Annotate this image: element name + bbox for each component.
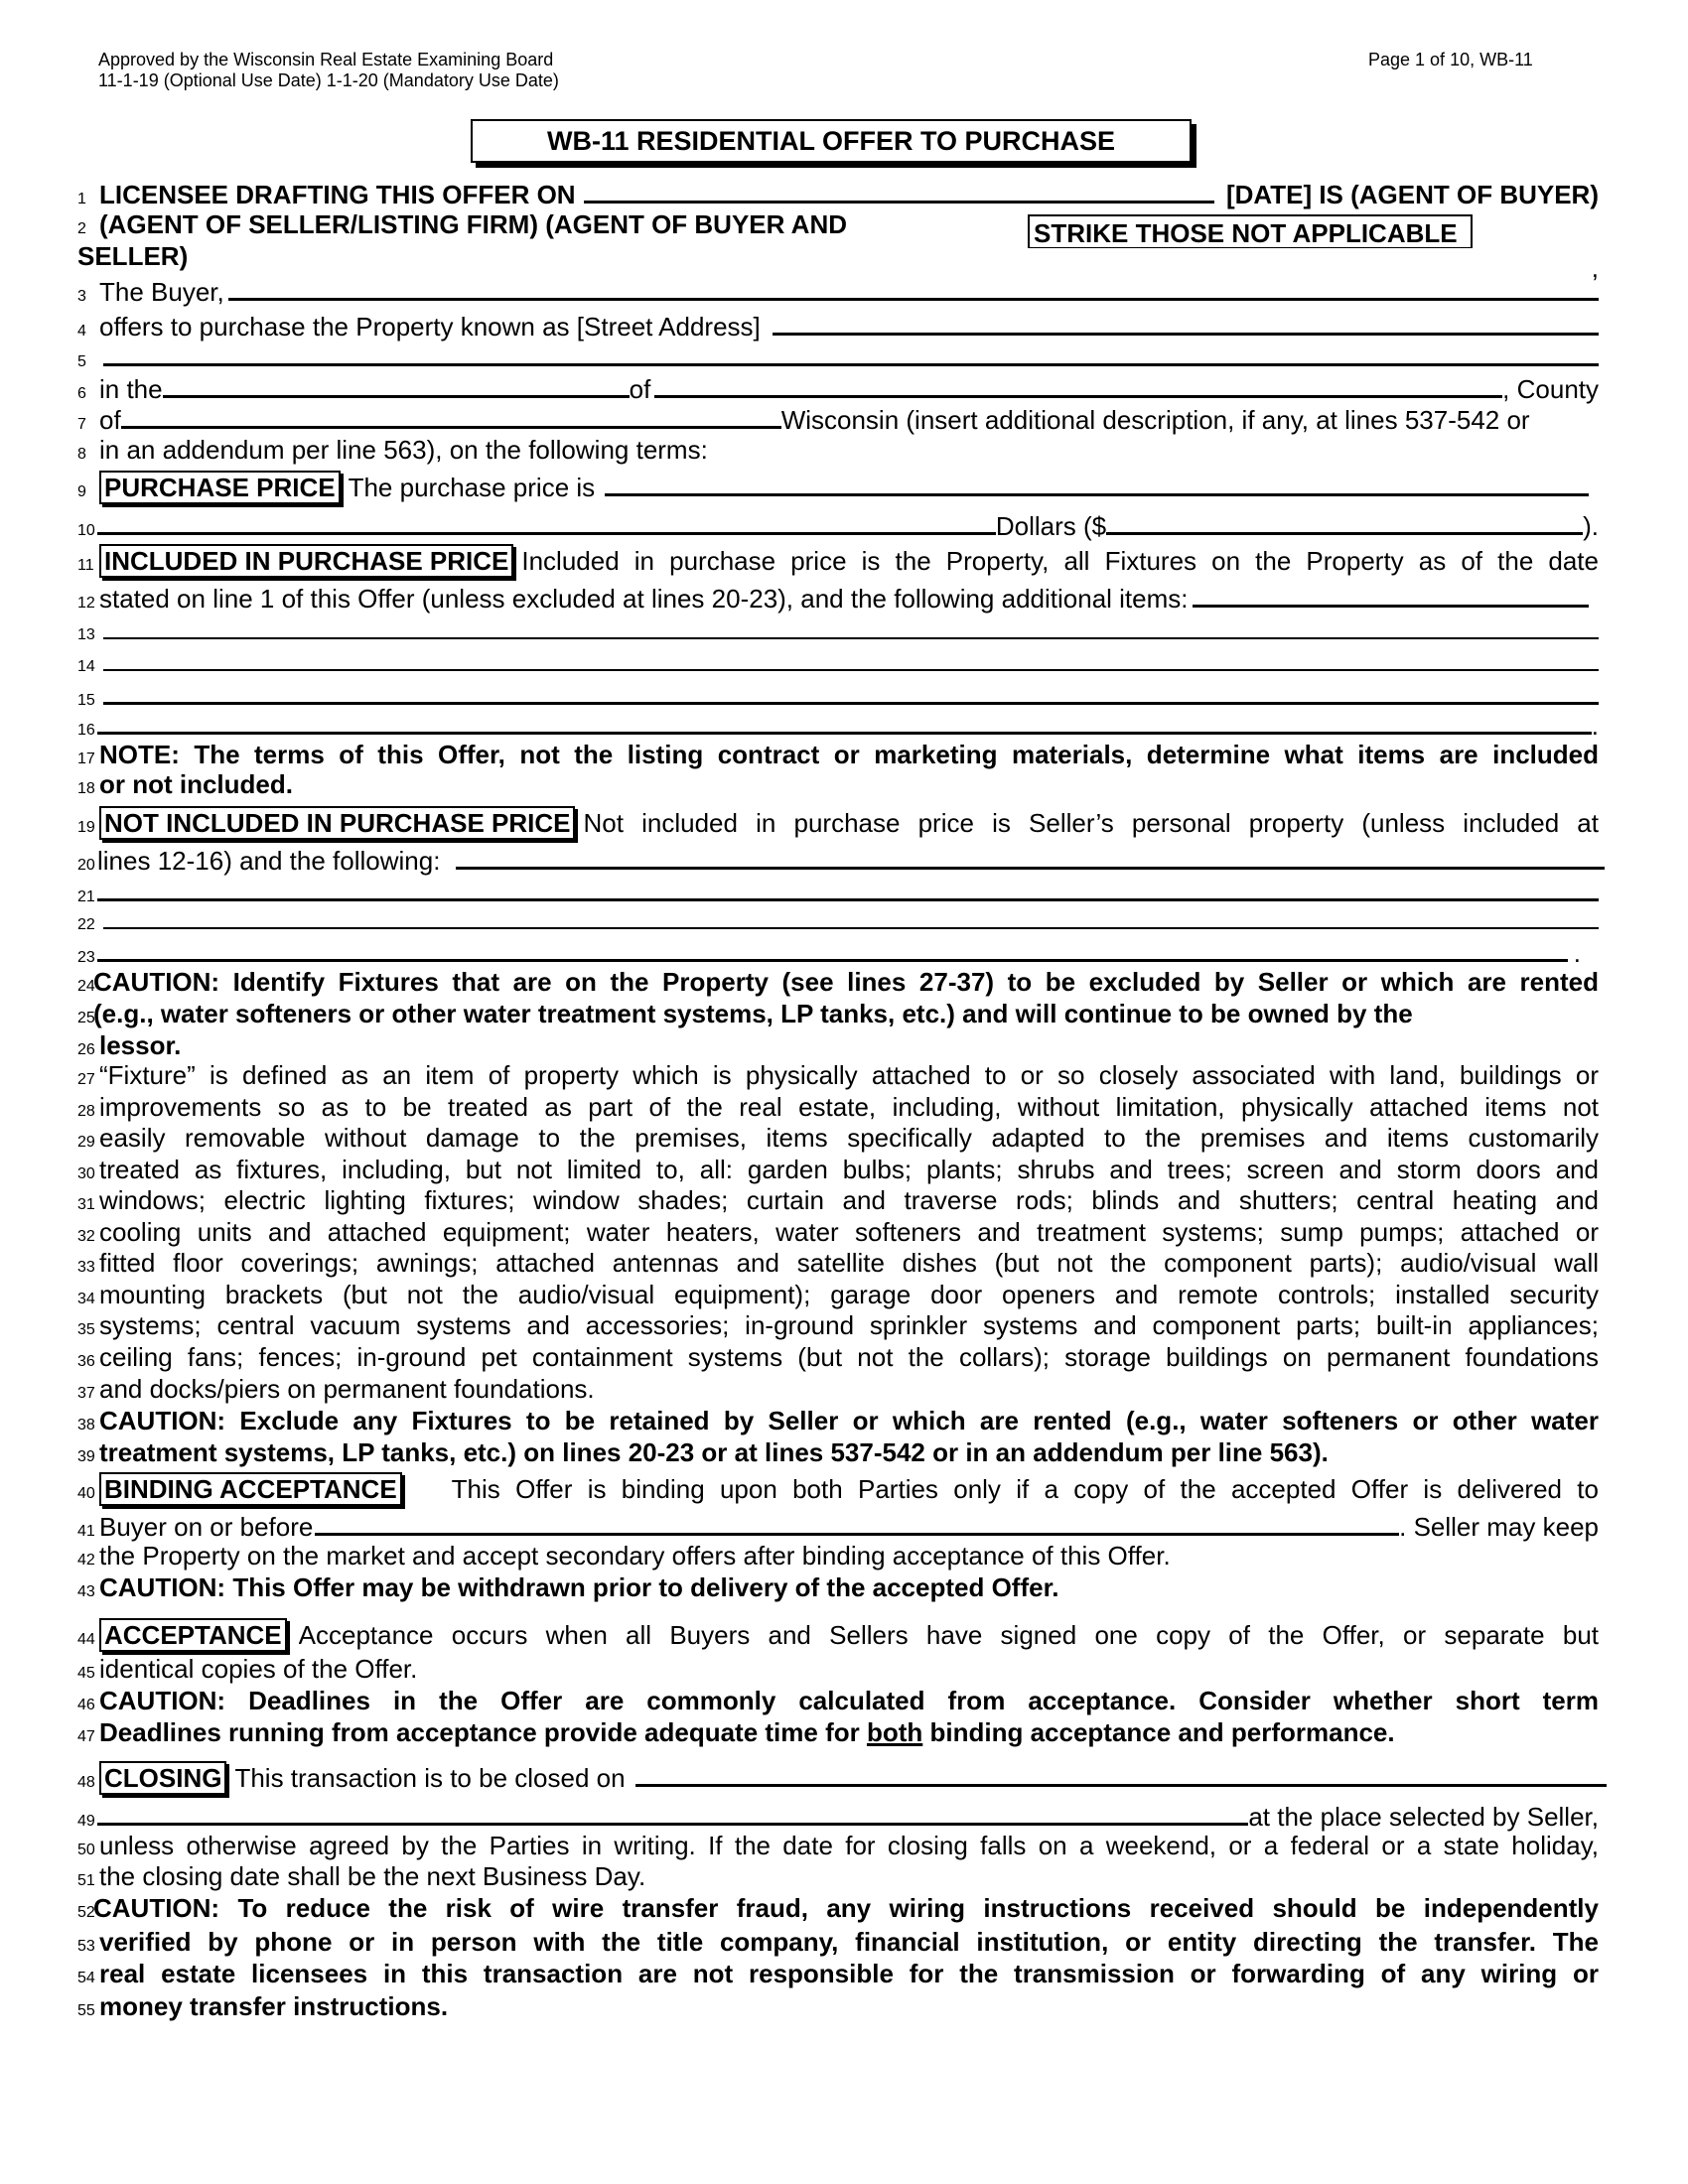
additional-items-field[interactable] bbox=[1193, 581, 1590, 608]
binding-deadline-field[interactable] bbox=[315, 1509, 1399, 1536]
line-47 bbox=[77, 1716, 1599, 1748]
approval-text: Approved by the Wisconsin Real Estate Examining Board bbox=[98, 50, 554, 69]
line-15 bbox=[77, 678, 1599, 710]
caution-fixtures-cont: lessor. bbox=[99, 1030, 182, 1060]
line-45 bbox=[77, 1653, 1599, 1685]
line-number: 54 bbox=[77, 1970, 95, 1986]
caution-wire-fraud-end: money transfer instructions. bbox=[99, 1991, 449, 2021]
line-55 bbox=[77, 1990, 1599, 2022]
line-number: 29 bbox=[77, 1134, 95, 1151]
buyer-label: The Buyer, bbox=[99, 277, 224, 307]
note-text-cont: or not included. bbox=[99, 769, 293, 799]
line-12 bbox=[77, 581, 1599, 613]
not-included-text-cont: lines 12-16) and the following: bbox=[97, 846, 441, 876]
line-54 bbox=[77, 1958, 1599, 1989]
line-number: 4 bbox=[77, 323, 86, 340]
line-3 bbox=[77, 274, 1599, 306]
line-14 bbox=[77, 647, 1599, 679]
purchase-price-heading: PURCHASE PRICE bbox=[99, 471, 341, 504]
line-52 bbox=[77, 1892, 1599, 1924]
of-label: of bbox=[629, 374, 651, 404]
excluded-items-line[interactable] bbox=[97, 875, 1599, 901]
line-number: 36 bbox=[77, 1353, 95, 1370]
fixture-definition: mounting brackets (but not the audio/visual equipment); garage door openers and remote controls; installed security bbox=[99, 1280, 1599, 1309]
line-number: 9 bbox=[77, 483, 86, 500]
line-32 bbox=[77, 1216, 1599, 1248]
line-16 bbox=[77, 708, 1599, 740]
closing-date-label: This transaction is to be closed on bbox=[234, 1763, 626, 1793]
binding-acceptance-text: This Offer is binding upon both Parties only if a copy of the accepted Offer is delivered to bbox=[451, 1474, 1599, 1504]
line-24 bbox=[77, 966, 1599, 998]
line-11 bbox=[77, 544, 1599, 576]
additional-items-line[interactable] bbox=[103, 678, 1599, 705]
dollars-label: Dollars ($ bbox=[995, 511, 1107, 541]
municipality-type-field[interactable] bbox=[163, 371, 630, 398]
line-1 bbox=[77, 177, 1599, 208]
line-number: 40 bbox=[77, 1485, 95, 1502]
line-50 bbox=[77, 1830, 1599, 1861]
closing-heading: CLOSING bbox=[99, 1761, 226, 1795]
additional-items-line[interactable] bbox=[97, 708, 1592, 735]
line-number: 34 bbox=[77, 1291, 95, 1307]
acceptance-text: Acceptance occurs when all Buyers and Sellers have signed one copy of the Offer, or separate but bbox=[298, 1620, 1599, 1650]
line-9 bbox=[77, 470, 1599, 501]
additional-items-line[interactable] bbox=[103, 647, 1599, 671]
line-number: 35 bbox=[77, 1321, 95, 1338]
line-number: 53 bbox=[77, 1938, 95, 1955]
line-53 bbox=[77, 1926, 1599, 1958]
drafting-date-field[interactable] bbox=[584, 177, 1214, 204]
line-23 bbox=[77, 935, 1599, 967]
fixture-definition: “Fixture” is defined as an item of property which is physically attached to or so closely associated with land, buildings or bbox=[99, 1060, 1599, 1090]
fixture-definition: ceiling fans; fences; in-ground pet containment systems (but not the collars); storage buildings on permanent foundations bbox=[99, 1342, 1599, 1372]
included-text-cont: stated on line 1 of this Offer (unless excluded at lines 20-23), and the following additional items: bbox=[99, 584, 1189, 614]
fixture-definition: improvements so as to be treated as part of the real estate, including, without limitation, physically attached items not bbox=[99, 1092, 1599, 1122]
line-number: 2 bbox=[77, 220, 86, 237]
line-38 bbox=[77, 1405, 1599, 1436]
closing-paren: ). bbox=[1583, 511, 1599, 541]
included-text: Included in purchase price is the Property, all Fixtures on the Property as of the date bbox=[521, 546, 1599, 576]
line-17 bbox=[77, 739, 1599, 770]
line-number: 6 bbox=[77, 385, 86, 402]
county-name-field[interactable] bbox=[121, 402, 781, 429]
additional-items-line[interactable] bbox=[103, 615, 1599, 639]
not-included-text: Not included in purchase price is Seller’s personal property (unless included at bbox=[583, 808, 1599, 838]
form-title: WB-11 RESIDENTIAL OFFER TO PURCHASE bbox=[471, 119, 1192, 163]
line-number: 48 bbox=[77, 1774, 95, 1791]
excluded-items-line[interactable] bbox=[103, 905, 1599, 929]
line-number: 39 bbox=[77, 1448, 95, 1465]
line-number: 30 bbox=[77, 1165, 95, 1182]
line-25 bbox=[77, 998, 1599, 1029]
line-number: 10 bbox=[77, 522, 95, 539]
purchase-price-words-cont-field[interactable] bbox=[97, 508, 996, 535]
licensee-drafting-label: LICENSEE DRAFTING THIS OFFER ON bbox=[99, 180, 576, 209]
fixture-definition: cooling units and attached equipment; water heaters, water softeners and treatment systems; sump pumps; attached or bbox=[99, 1217, 1599, 1247]
period: . bbox=[1591, 711, 1599, 741]
caution-wire-fraud: verified by phone or in person with the title company, financial institution, or entity directing the transfer. The bbox=[99, 1927, 1599, 1957]
closing-terms-cont: the closing date shall be the next Business Day. bbox=[99, 1861, 646, 1891]
fixture-definition: systems; central vacuum systems and accessories; in-ground sprinkler systems and component parts; built-in appliances; bbox=[99, 1310, 1599, 1340]
caution-wire-fraud: CAUTION: To reduce the risk of wire transfer fraud, any wiring instructions received should be independently bbox=[93, 1893, 1599, 1923]
line-number: 12 bbox=[77, 595, 95, 612]
emphasis-both: both bbox=[866, 1717, 923, 1747]
line-2-cont: SELLER) bbox=[77, 241, 189, 271]
line-number: 24 bbox=[77, 978, 95, 995]
county-label: , County bbox=[1502, 374, 1599, 404]
closing-terms: unless otherwise agreed by the Parties in writing. If the date for closing falls on a weekend, or a federal or a state holiday, bbox=[99, 1831, 1599, 1860]
line-37 bbox=[77, 1373, 1599, 1405]
line-number: 43 bbox=[77, 1583, 95, 1600]
caution-wire-fraud: real estate licensees in this transaction are not responsible for the transmission or forwarding of any wiring or bbox=[99, 1959, 1599, 1988]
line-number: 45 bbox=[77, 1665, 95, 1682]
line-number: 32 bbox=[77, 1228, 95, 1245]
line-4 bbox=[77, 309, 1599, 341]
line-number: 51 bbox=[77, 1872, 95, 1889]
of-label: of bbox=[99, 405, 121, 435]
included-heading: INCLUDED IN PURCHASE PRICE bbox=[99, 544, 513, 578]
purchase-price-amount-field[interactable] bbox=[1106, 508, 1583, 535]
line-number: 42 bbox=[77, 1552, 95, 1569]
line-43 bbox=[77, 1571, 1599, 1603]
line-number: 49 bbox=[77, 1813, 95, 1830]
caution-fixtures: CAUTION: Identify Fixtures that are on the Property (see lines 27-37) to be excluded by Seller or which are rented bbox=[93, 967, 1599, 997]
line-36 bbox=[77, 1341, 1599, 1373]
line-28 bbox=[77, 1091, 1599, 1123]
line-39 bbox=[77, 1436, 1599, 1468]
page-indicator: Page 1 of 10, WB-11 bbox=[1368, 50, 1533, 69]
line-number: 15 bbox=[77, 692, 95, 709]
line-number: 46 bbox=[77, 1697, 95, 1713]
street-address-field[interactable] bbox=[773, 309, 1599, 336]
line-13 bbox=[77, 615, 1599, 647]
caution-exclude-cont: treatment systems, LP tanks, etc.) on lines 20-23 or at lines 537-542 or in an addendum per line 563). bbox=[99, 1437, 1329, 1467]
line-number: 5 bbox=[77, 353, 86, 370]
line-number: 18 bbox=[77, 780, 95, 797]
line-19 bbox=[77, 806, 1599, 838]
line-41 bbox=[77, 1509, 1599, 1541]
line-number: 28 bbox=[77, 1103, 95, 1120]
line-number: 33 bbox=[77, 1259, 95, 1276]
line-51 bbox=[77, 1860, 1599, 1892]
caution-deadlines: CAUTION: Deadlines in the Offer are commonly calculated from acceptance. Consider whether short term bbox=[99, 1686, 1599, 1715]
agency-buyer-option: [DATE] IS (AGENT OF BUYER) bbox=[1225, 180, 1599, 209]
fixture-definition: treated as fixtures, including, but not limited to, all: garden bulbs; plants; shrubs and trees; screen and storm doors and bbox=[99, 1155, 1599, 1184]
buyer-name-field[interactable] bbox=[228, 274, 1599, 301]
line-30 bbox=[77, 1154, 1599, 1185]
note-text: NOTE: The terms of this Offer, not the listing contract or marketing materials, determine what items are included bbox=[99, 740, 1599, 769]
closing-date-cont-field[interactable] bbox=[97, 1799, 1248, 1826]
line-5 bbox=[77, 340, 1599, 371]
caution-fixtures-cont: (e.g., water softeners or other water treatment systems, LP tanks, etc.) and will continue to be owned by the bbox=[93, 999, 1413, 1028]
line-number: 21 bbox=[77, 888, 95, 905]
line-6 bbox=[77, 371, 1599, 403]
line-44 bbox=[77, 1618, 1599, 1650]
wisconsin-description: Wisconsin (insert additional description, if any, at lines 537-542 or bbox=[780, 405, 1530, 435]
line-number: 1 bbox=[77, 191, 86, 207]
excluded-items-line[interactable] bbox=[97, 935, 1568, 962]
line-number: 22 bbox=[77, 916, 95, 933]
line-48 bbox=[77, 1760, 1599, 1792]
acceptance-text-cont: identical copies of the Offer. bbox=[99, 1654, 418, 1684]
street-address-label: offers to purchase the Property known as [Street Address] bbox=[99, 312, 761, 341]
caution-deadlines-end: binding acceptance and performance. bbox=[922, 1717, 1395, 1747]
line-number: 26 bbox=[77, 1041, 95, 1058]
line-33 bbox=[77, 1247, 1599, 1279]
line-number: 11 bbox=[77, 557, 94, 574]
line-number: 17 bbox=[77, 751, 95, 767]
line-49 bbox=[77, 1799, 1599, 1831]
seller-may-keep-text: . Seller may keep bbox=[1399, 1512, 1599, 1542]
line-27 bbox=[77, 1059, 1599, 1091]
purchase-price-label: The purchase price is bbox=[348, 473, 596, 502]
trailing-comma: , bbox=[1591, 253, 1599, 283]
fixture-definition: fitted floor coverings; awnings; attached antennas and satellite dishes (but not the component parts); audio/visual wall bbox=[99, 1248, 1599, 1278]
line-7 bbox=[77, 402, 1599, 434]
line-number: 50 bbox=[77, 1842, 95, 1858]
line-22 bbox=[77, 905, 1599, 937]
line-46 bbox=[77, 1685, 1599, 1716]
line-number: 44 bbox=[77, 1631, 95, 1648]
caution-withdrawn: CAUTION: This Offer may be withdrawn prior to delivery of the accepted Offer. bbox=[99, 1572, 1059, 1602]
line-number: 20 bbox=[77, 857, 95, 874]
line-number: 38 bbox=[77, 1417, 95, 1433]
period: . bbox=[1573, 938, 1581, 968]
fixture-definition: and docks/piers on permanent foundations. bbox=[99, 1374, 595, 1404]
line-number: 27 bbox=[77, 1071, 95, 1088]
strike-notice: STRIKE THOSE NOT APPLICABLE bbox=[1028, 214, 1473, 248]
use-dates: 11-1-19 (Optional Use Date) 1-1-20 (Mandatory Use Date) bbox=[98, 70, 559, 90]
caution-exclude: CAUTION: Exclude any Fixtures to be retained by Seller or which are rented (e.g., water softeners or other water bbox=[99, 1406, 1599, 1435]
line-number: 23 bbox=[77, 949, 95, 966]
closing-date-field[interactable] bbox=[635, 1760, 1607, 1787]
line-18 bbox=[77, 768, 1599, 800]
secondary-offers-text: the Property on the market and accept secondary offers after binding acceptance of this Offer. bbox=[99, 1541, 1171, 1570]
terms-intro: in an addendum per line 563), on the following terms: bbox=[99, 435, 708, 465]
line-8 bbox=[77, 434, 1599, 466]
line-number: 14 bbox=[77, 658, 95, 675]
line-34 bbox=[77, 1279, 1599, 1310]
line-number: 55 bbox=[77, 2002, 95, 2019]
line-number: 47 bbox=[77, 1728, 95, 1745]
caution-deadlines-cont: Deadlines running from acceptance provide adequate time for bbox=[99, 1717, 867, 1747]
line-35 bbox=[77, 1309, 1599, 1341]
line-20 bbox=[77, 843, 1599, 875]
municipality-name-field[interactable] bbox=[654, 371, 1502, 398]
line-number: 7 bbox=[77, 416, 86, 433]
line-number: 41 bbox=[77, 1523, 95, 1540]
not-included-heading: NOT INCLUDED IN PURCHASE PRICE bbox=[99, 806, 575, 840]
line-number: 31 bbox=[77, 1196, 95, 1213]
line-21 bbox=[77, 875, 1599, 906]
line-29 bbox=[77, 1122, 1599, 1154]
line-number: 16 bbox=[77, 722, 95, 739]
fixture-definition: easily removable without damage to the premises, items specifically adapted to the premises and items customarily bbox=[99, 1123, 1599, 1153]
line-number: 37 bbox=[77, 1385, 95, 1402]
in-the-label: in the bbox=[99, 374, 163, 404]
fixture-definition: windows; electric lighting fixtures; window shades; curtain and traverse rods; blinds and shutters; central heating and bbox=[99, 1185, 1599, 1215]
buyer-on-or-before-label: Buyer on or before bbox=[99, 1512, 314, 1542]
line-40 bbox=[77, 1472, 1599, 1504]
address-continued-field[interactable] bbox=[103, 340, 1599, 366]
line-number: 25 bbox=[77, 1010, 95, 1026]
line-number: 8 bbox=[77, 446, 86, 463]
line-26 bbox=[77, 1029, 1599, 1061]
purchase-price-words-field[interactable] bbox=[605, 470, 1589, 496]
line-number: 13 bbox=[77, 626, 95, 643]
binding-acceptance-heading: BINDING ACCEPTANCE bbox=[99, 1472, 402, 1506]
acceptance-heading: ACCEPTANCE bbox=[99, 1618, 287, 1652]
line-10 bbox=[77, 508, 1599, 540]
closing-place-text: at the place selected by Seller, bbox=[1248, 1802, 1599, 1832]
agency-seller-option: (AGENT OF SELLER/LISTING FIRM) (AGENT OF BUYER AND bbox=[99, 209, 848, 239]
line-number: 19 bbox=[77, 819, 95, 836]
excluded-items-field[interactable] bbox=[456, 843, 1605, 870]
line-31 bbox=[77, 1184, 1599, 1216]
line-42 bbox=[77, 1540, 1599, 1571]
line-number: 52 bbox=[77, 1904, 95, 1921]
line-number: 3 bbox=[77, 288, 86, 305]
